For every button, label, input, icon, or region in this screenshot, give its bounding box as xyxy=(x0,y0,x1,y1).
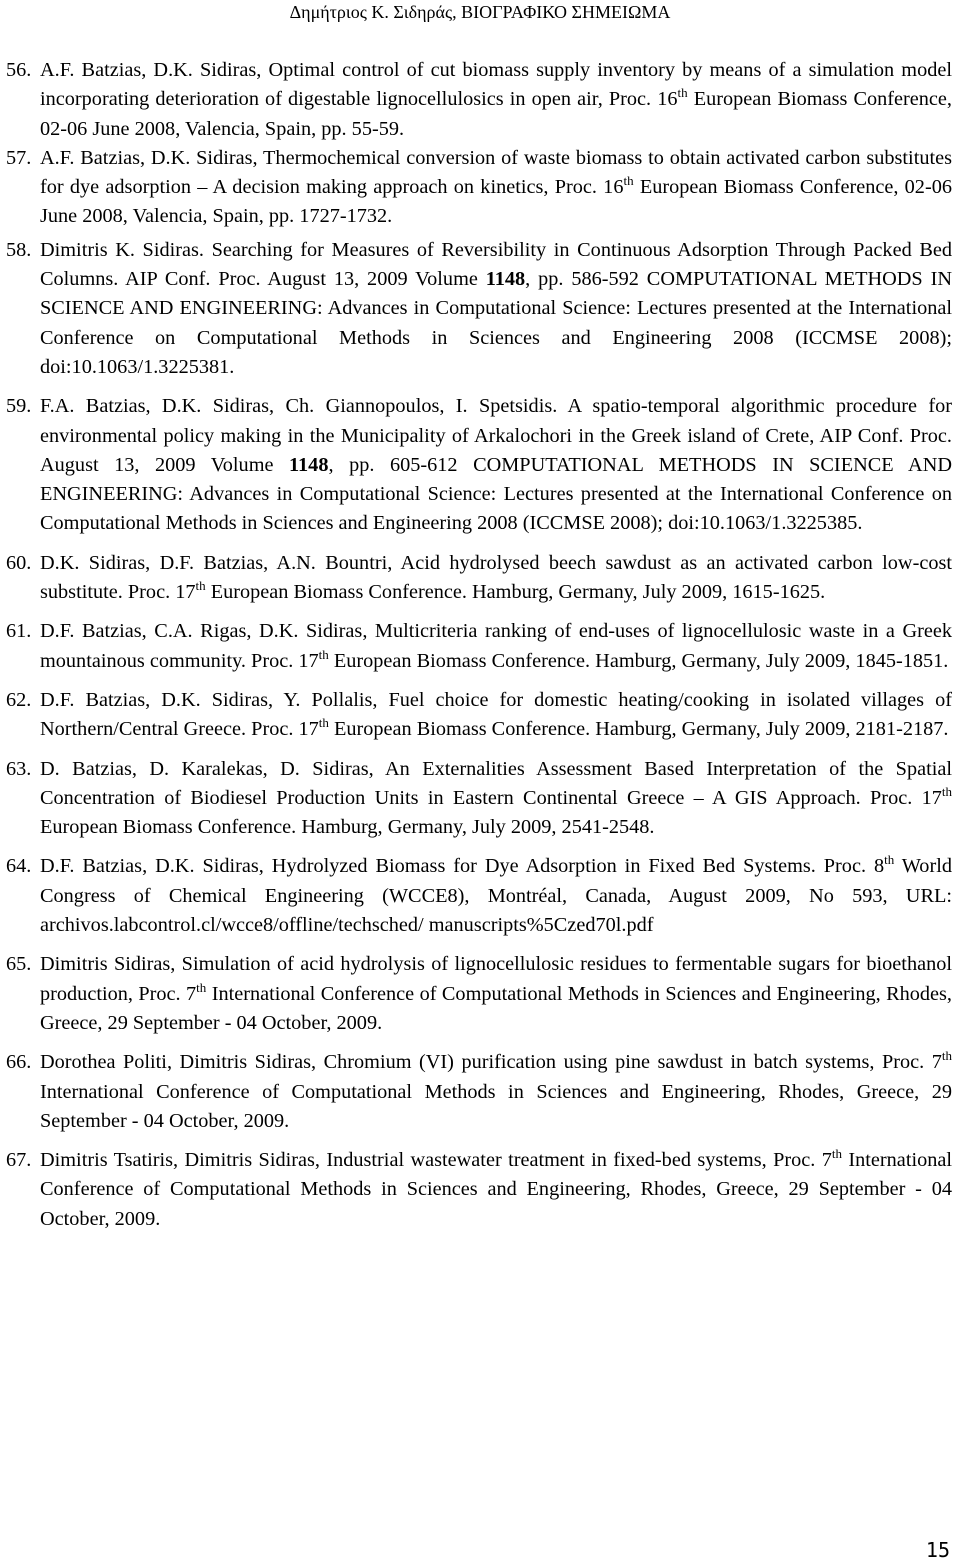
reference-item-60 xyxy=(0,549,960,608)
reference-number: 64. xyxy=(6,855,32,878)
reference-text: D.F. Batzias, D.K. Sidiras, Y. Pollalis, Fuel choice for domestic heating/cooking in isolated villages of Northern/Central Greece. Proc. 17th European Biomass Conference. Hamburg, Germany, July 2009, 2181-2187. xyxy=(40,688,952,741)
reference-item-56 xyxy=(0,56,960,144)
reference-number: 63. xyxy=(6,757,32,780)
reference-item-65 xyxy=(0,950,960,1038)
reference-number: 66. xyxy=(6,1051,32,1074)
reference-text: D.F. Batzias, C.A. Rigas, D.K. Sidiras, Multicriteria ranking of end-uses of lignocellulosic waste in a Greek mountainous community. Proc. 17th European Biomass Conference. Hamburg, Germany, July 2009, 1845-1851. xyxy=(40,620,952,672)
reference-text: D.K. Sidiras, D.F. Batzias, A.N. Bountri, Acid hydrolysed beech sawdust as an activated carbon low-cost substitute. Proc. 17th European Biomass Conference. Hamburg, Germany, July 2009, 1615-1625. xyxy=(40,551,952,604)
page-header: Δημήτριος Κ. Σιδηράς, ΒΙΟΓΡΑΦΙΚΟ ΣΗΜΕΙΩΜΑ xyxy=(289,2,671,22)
reference-item-59 xyxy=(0,392,960,538)
reference-text: A.F. Batzias, D.K. Sidiras, Optimal control of cut biomass supply inventory by means of a simulation model incorporating deterioration of digestable lignocellulosics in open air, Proc. 16th European Biomass Conference, 02-06 June 2008, Valencia, Spain, pp. 55-59. xyxy=(40,59,952,140)
reference-item-58 xyxy=(0,236,960,382)
reference-item-67 xyxy=(0,1146,960,1234)
reference-text: D. Batzias, D. Karalekas, D. Sidiras, An Externalities Assessment Based Interpretation of the Spatial Concentration of Biodiesel Production Units in Eastern Continental Greece – A GIS Approach. Proc. 17th European Biomass Conference. Hamburg, Germany, July 2009, 2541-2548. xyxy=(40,757,952,839)
reference-text: Dimitris Tsatiris, Dimitris Sidiras, Industrial wastewater treatment in fixed-bed systems, Proc. 7th International Conference of Computational Methods in Sciences and Engineering, Rhodes, Greece, 29 September - 04 October, 2009. xyxy=(40,1146,953,1230)
reference-list xyxy=(0,56,960,1244)
reference-number: 62. xyxy=(6,688,32,711)
reference-number: 59. xyxy=(6,395,32,418)
reference-text: Dorothea Politi, Dimitris Sidiras, Chromium (VI) purification using pine sawdust in batch systems, Proc. 7th International Conference of Computational Methods in Sciences and Engineering, Rhodes, Greece, 29 September - 04 October, 2009. xyxy=(40,1048,952,1132)
reference-number: 57. xyxy=(6,146,32,169)
reference-number: 67. xyxy=(6,1149,32,1172)
page-number: 15 xyxy=(925,1538,950,1562)
reference-text: F.A. Batzias, D.K. Sidiras, Ch. Giannopoulos, I. Spetsidis. A spatio-temporal algorithmic procedure for environmental policy making in the Municipality of Arkalochori in the Greek island of Crete, AIP Conf. Proc. August 13, 2009 Volume 1148, pp. 605-612 COMPUTATIONAL METHODS IN SCIENCE AND ENGINEERING: Advances in Computational Science: Lectures presented at the International Conference on Computational Methods in Sciences and Engineering 2008 (ICCMSE 2008); doi:10.1063/1.3225385. xyxy=(40,395,952,535)
reference-item-63 xyxy=(0,755,960,843)
reference-item-57 xyxy=(0,144,960,232)
reference-text: A.F. Batzias, D.K. Sidiras, Thermochemical conversion of waste biomass to obtain activated carbon substitutes for dye adsorption – A decision making approach on kinetics, Proc. 16th European Biomass Conference, 02-06 June 2008, Valencia, Spain, pp. 1727-1732. xyxy=(40,146,952,228)
reference-number: 61. xyxy=(6,620,32,643)
reference-text: D.F. Batzias, D.K. Sidiras, Hydrolyzed Biomass for Dye Adsorption in Fixed Bed Systems. Proc. 8th World Congress of Chemical Engineering (WCCE8), Montréal, Canada, August 2009, No 593, URL: archivos.labcontrol.cl/wcce8/offline/techsched/ manuscripts%5Czed70l.pdf xyxy=(40,852,952,937)
reference-number: 60. xyxy=(6,551,32,574)
reference-item-66 xyxy=(0,1048,960,1136)
reference-item-62 xyxy=(0,686,960,745)
reference-item-64 xyxy=(0,852,960,940)
reference-number: 65. xyxy=(6,953,32,976)
reference-text: Dimitris K. Sidiras. Searching for Measures of Reversibility in Continuous Adsorption Through Packed Bed Columns. AIP Conf. Proc. August 13, 2009 Volume 1148, pp. 586-592 COMPUTATIONAL METHODS IN SCIENCE AND ENGINEERING: Advances in Computational Science: Lectures presented at the International Conference on Computational Methods in Sciences and Engineering 2008 (ICCMSE 2008); doi:10.1063/1.3225381. xyxy=(40,238,952,378)
reference-text: Dimitris Sidiras, Simulation of acid hydrolysis of lignocellulosic residues to fermentable sugars for bioethanol production, Proc. 7th International Conference of Computational Methods in Sciences and Engineering, Rhodes, Greece, 29 September - 04 October, 2009. xyxy=(40,953,953,1034)
reference-item-61 xyxy=(0,617,960,676)
reference-number: 58. xyxy=(6,238,32,261)
reference-number: 56. xyxy=(6,59,32,81)
